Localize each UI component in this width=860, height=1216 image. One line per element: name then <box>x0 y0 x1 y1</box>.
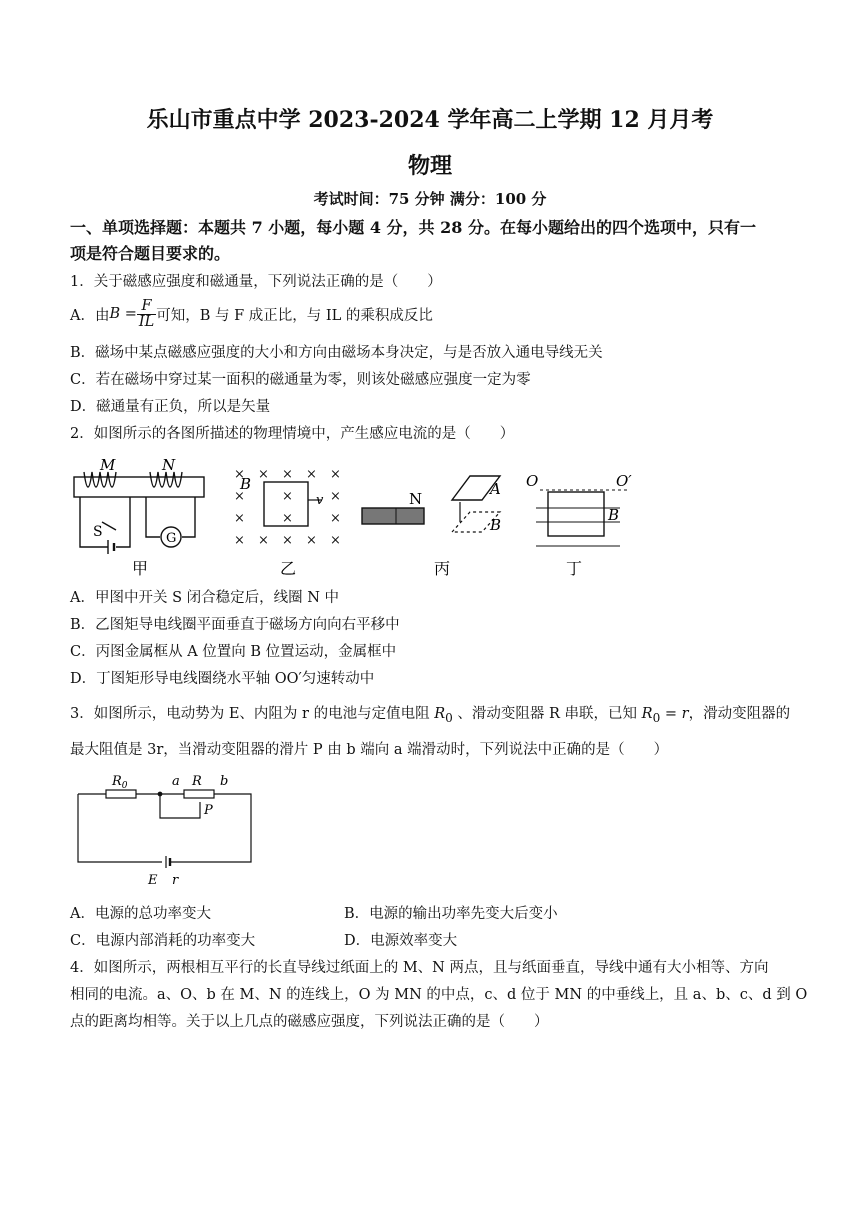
label-B-bing: B <box>490 516 502 534</box>
q2-option-d: D．丁图矩形导电线圈绕水平轴 OO′匀速转动中 <box>70 671 375 687</box>
label-yi: 乙 <box>280 559 297 578</box>
q1-option-c: C．若在磁场中穿过某一面积的磁通量为零，则该处磁感应强度一定为零 <box>70 372 531 388</box>
label-O-prime: O′ <box>616 472 632 490</box>
switch-S <box>102 522 116 530</box>
q3-circuit-figure <box>66 770 266 890</box>
resistor-R0 <box>106 790 136 798</box>
q3-option-b: B．电源的输出功率先变大后变小 <box>344 906 558 922</box>
q1-stem: 1．关于磁感应强度和磁通量，下列说法正确的是（ ） <box>70 274 442 290</box>
label-a: a <box>172 774 180 789</box>
q3-line1-a: 3．如图所示，电动势为 E、内阻为 r 的电池与定值电阻 <box>70 706 435 722</box>
q3-line1-b: 、滑动变阻器 R 串联，已知 <box>452 706 642 722</box>
label-ding: 丁 <box>566 559 583 578</box>
section-heading-line1: 一、单项选择题：本题共 7 小题，每小题 4 分，共 28 分。在每小题给出的四个选项中，只有一 <box>70 218 756 237</box>
label-bing: 丙 <box>434 559 451 578</box>
label-N-bing: N <box>409 490 423 508</box>
q1-formula-fraction <box>137 299 156 329</box>
cross: × <box>306 467 317 482</box>
label-r: r <box>172 873 179 888</box>
rect-coil-ding <box>548 492 604 536</box>
cross: × <box>234 489 245 504</box>
label-N-jia: N <box>162 456 176 474</box>
q4-line1: 4．如图所示，两根相互平行的长直导线过纸面上的 M、N 两点，且与纸面垂直，导线中通有大小相等、方向 <box>70 960 769 976</box>
q3-eq-r: R <box>641 706 653 722</box>
q2-stem: 2．如图所示的各图所描述的物理情境中，产生感应电流的是（ ） <box>70 426 515 442</box>
q1-option-b: B．磁场中某点磁感应强度的大小和方向由磁场本身决定，与是否放入通电导线无关 <box>70 345 603 361</box>
exam-title: 乐山市重点中学 2023-2024 学年高二上学期 12 月月考 <box>146 107 714 133</box>
cross: × <box>258 467 269 482</box>
label-S: S <box>93 524 103 540</box>
label-R0: $R_0$ <box>112 774 128 791</box>
cross: × <box>330 533 341 548</box>
label-B-yi: B <box>240 475 252 493</box>
label-B-ding: B <box>608 506 620 524</box>
cross: × <box>306 533 317 548</box>
label-E: E <box>148 873 158 888</box>
cross: × <box>258 533 269 548</box>
q4-line2: 相同的电流。a、O、b 在 M、N 的连线上，O 为 MN 的中点，c、d 位于 MN 的中垂线上，且 a、b、c、d 到 O <box>70 987 808 1003</box>
q1-formula-lhs: B = <box>109 306 137 322</box>
bar-magnet <box>362 508 424 524</box>
cross: × <box>330 467 341 482</box>
q3-eq-sub: 0 <box>652 710 661 725</box>
label-G: G <box>166 531 177 546</box>
label-jia: 甲 <box>132 559 149 578</box>
rheostat-R <box>184 790 214 798</box>
q3-line2: 最大阻值是 3r，当滑动变阻器的滑片 P 由 b 端向 a 端滑动时，下列说法中正确的是（ ） <box>70 742 669 758</box>
q3-r0: R <box>434 706 446 722</box>
q4-line3: 点的距离均相等。关于以上几点的磁感应强度，下列说法正确的是（ ） <box>70 1014 549 1030</box>
cross: × <box>282 467 293 482</box>
q3-eq-rhs: = r <box>660 706 689 722</box>
q3-option-c: C．电源内部消耗的功率变大 <box>70 933 256 949</box>
label-R: R <box>192 774 202 789</box>
q3-option-a: A．电源的总功率变大 <box>70 906 211 922</box>
q1-a-suffix: 可知，B 与 F 成正比，与 IL 的乘积成反比 <box>156 307 433 324</box>
q2-figures <box>60 452 660 582</box>
q1-formula-num: F <box>137 299 156 315</box>
figure-jia <box>74 472 204 554</box>
q2-option-a: A．甲图中开关 S 闭合稳定后，线圈 N 中 <box>70 590 340 606</box>
q1-option-a <box>70 295 433 333</box>
cross: × <box>282 533 293 548</box>
circuit-wire <box>78 794 251 862</box>
q3-line1-c: ，滑动变阻器的 <box>688 706 791 722</box>
exam-info: 考试时间：75 分钟 满分：100 分 <box>313 190 547 208</box>
label-A: A <box>490 480 501 498</box>
circuit-left <box>80 497 130 547</box>
cross: × <box>234 511 245 526</box>
cross: × <box>330 489 341 504</box>
q1-formula-den: IL <box>138 313 155 330</box>
cross: × <box>330 511 341 526</box>
label-M: M <box>100 456 116 474</box>
q3-r0-sub: 0 <box>445 710 453 725</box>
q3-line1 <box>70 702 790 725</box>
cross: × <box>234 467 245 482</box>
cross: × <box>234 533 245 548</box>
cross: × <box>282 489 293 504</box>
cross: × <box>282 511 293 526</box>
q1-a-prefix: A．由 <box>70 307 110 324</box>
q2-option-b: B．乙图矩导电线圈平面垂直于磁场方向向右平移中 <box>70 617 400 633</box>
label-b: b <box>220 774 229 789</box>
q2-option-c: C．丙图金属框从 A 位置向 B 位置运动，金属框中 <box>70 644 397 660</box>
q3-option-d: D．电源效率变大 <box>344 933 458 949</box>
q1-option-d: D．磁通量有正负，所以是矢量 <box>70 399 271 415</box>
label-O: O <box>526 472 539 490</box>
label-v: v <box>316 493 324 508</box>
subject-title: 物理 <box>407 153 452 179</box>
label-P: P <box>204 803 213 818</box>
coil-N <box>150 472 182 487</box>
coil-M <box>84 472 116 487</box>
section-heading-line2: 项是符合题目要求的。 <box>70 244 231 263</box>
